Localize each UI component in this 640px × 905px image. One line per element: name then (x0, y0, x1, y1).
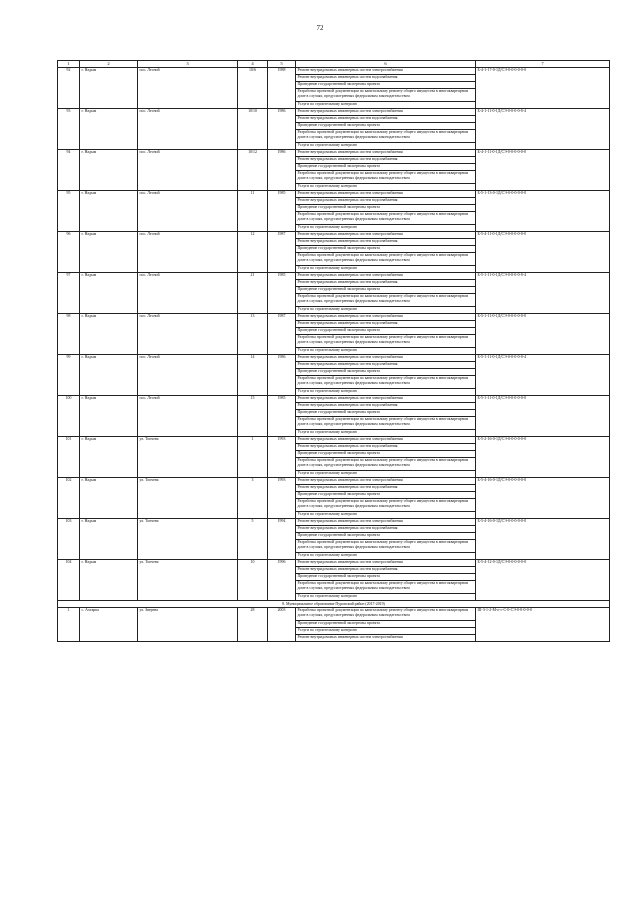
row-year: 1996 (268, 560, 296, 601)
row-work-type: Ремонт внутридомовых инженерных систем электроснабжения (296, 635, 476, 642)
row-city: г. Надым (80, 478, 138, 519)
row-house: 14 (238, 355, 268, 396)
row-year: 1985 (268, 396, 296, 437)
row-work-type: Ремонт внутридомовых инженерных систем водоснабжения (296, 567, 476, 574)
row-work-type: Проведение государственной экспертизы проекта (296, 82, 476, 89)
row-work-type: Ремонт внутридомовых инженерных систем электроснабжения (296, 314, 476, 321)
table-row (58, 191, 610, 198)
row-work-type: Ремонт внутридомовых инженерных систем водоснабжения (296, 321, 476, 328)
table-row (58, 396, 610, 403)
row-work-type: Услуги по строительному контролю (296, 348, 476, 355)
row-house: 11 (238, 191, 268, 232)
row-number: 101 (58, 437, 80, 478)
row-work-type: Разработка проектной документации по капитальному ремонту общего имущества в многоквартирном доме в случаях, предусмотренных федеральным законодательством (296, 253, 476, 266)
row-work-type: Ремонт внутридомовых инженерных систем электроснабжения (296, 150, 476, 157)
row-work-type: Услуги по строительному контролю (296, 225, 476, 232)
row-work-type: Услуги по строительному контролю (296, 389, 476, 396)
row-year: 1987 (268, 314, 296, 355)
row-city: г. Надым (80, 191, 138, 232)
row-work-type: Услуги по строительному контролю (296, 594, 476, 601)
header-row (58, 61, 610, 68)
row-work-type: Разработка проектной документации по капитальному ремонту общего имущества в многоквартирном доме в случаях, предусмотренных федеральным законодательством (296, 499, 476, 512)
table-row (58, 273, 610, 280)
row-work-type: Разработка проектной документации по капитальному ремонту общего имущества в многоквартирном доме в случаях, предусмотренных федеральным законодательством (296, 581, 476, 594)
col-header: 1 (58, 61, 80, 68)
row-work-type: Разработка проектной документации по капитальному ремонту общего имущества в многоквартирном доме в случаях, предусмотренных федеральным законодательством (296, 335, 476, 348)
row-work-type: Проведение государственной экспертизы проекта (296, 451, 476, 458)
row-street: пос. Лесной (138, 68, 238, 109)
table-row (58, 68, 610, 75)
row-city: г. Надым (80, 355, 138, 396)
row-work-type: Ремонт внутридомовых инженерных систем водоснабжения (296, 444, 476, 451)
row-year: 1985 (268, 191, 296, 232)
table-row (58, 314, 610, 321)
row-city: г. Надым (80, 437, 138, 478)
row-work-type: Разработка проектной документации по капитальному ремонту общего имущества в многоквартирном доме в случаях, предусмотренных федеральным законодательством (296, 89, 476, 102)
row-work-type: Разработка проектной документации по капитальному ремонту общего имущества в многоквартирном доме в случаях, предусмотренных федеральным законодательством (296, 540, 476, 553)
row-work-type: Проведение государственной экспертизы проекта (296, 328, 476, 335)
row-code: Б-5-4-12-0-1Д/СЭ-0-0-0-0-0-0 (476, 560, 610, 601)
row-street: пос. Лесной (138, 355, 238, 396)
row-city: г. Надым (80, 109, 138, 150)
row-house: 21 (238, 273, 268, 314)
row-street: пос. Лесной (138, 396, 238, 437)
row-work-type: Проведение государственной экспертизы проекта (296, 246, 476, 253)
row-work-type: Ремонт внутридомовых инженерных систем электроснабжения (296, 109, 476, 116)
row-house: 10/12 (238, 150, 268, 191)
row-street: пос. Лесной (138, 191, 238, 232)
row-work-type: Ремонт внутридомовых инженерных систем водоснабжения (296, 280, 476, 287)
row-work-type: Ремонт внутридомовых инженерных систем электроснабжения (296, 232, 476, 239)
row-work-type: Услуги по строительному контролю (296, 553, 476, 560)
row-number: 93 (58, 109, 80, 150)
row-work-type: Разработка проектной документации по капитальному ремонту общего имущества в многоквартирном доме в случаях, предусмотренных федеральным законодательством (296, 130, 476, 143)
row-city: г. Надым (80, 519, 138, 560)
row-code: Б-5-1-11-0-1Д/СЭ-0-0-0-0-0-0 (476, 396, 610, 437)
row-work-type: Услуги по строительному контролю (296, 471, 476, 478)
row-house: 1 (238, 437, 268, 478)
col-header: 7 (476, 61, 610, 68)
row-work-type: Услуги по строительному контролю (296, 102, 476, 109)
row-code: Б-5-1-13-0-1Д/СЭ-0-0-0-0-0-0 (476, 191, 610, 232)
row-code: Б-5-4-16-0-1Д/СЭ-0-0-0-0-0-0 (476, 519, 610, 560)
row-work-type: Проведение государственной экспертизы проекта (296, 574, 476, 581)
row-house: 3 (238, 478, 268, 519)
row-work-type: Услуги по строительному контролю (296, 307, 476, 314)
row-number: 100 (58, 396, 80, 437)
row-work-type: Проведение государственной экспертизы проекта (296, 164, 476, 171)
row-house: 28 (238, 608, 268, 642)
section-row (58, 601, 610, 608)
row-number: 98 (58, 314, 80, 355)
row-work-type: Проведение государственной экспертизы проекта (296, 621, 476, 628)
row-year: 1993 (268, 437, 296, 478)
col-header: 4 (238, 61, 268, 68)
row-work-type: Ремонт внутридомовых инженерных систем электроснабжения (296, 519, 476, 526)
row-work-type: Ремонт внутридомовых инженерных систем электроснабжения (296, 273, 476, 280)
row-street: ул. Зверева (138, 608, 238, 642)
row-work-type: Ремонт внутридомовых инженерных систем электроснабжения (296, 355, 476, 362)
row-house: 13 (238, 314, 268, 355)
row-year: 1993 (268, 478, 296, 519)
row-work-type: Разработка проектной документации по капитальному ремонту общего имущества в многоквартирном доме в случаях, предусмотренных федеральным законодательством (296, 294, 476, 307)
row-number: 1 (58, 608, 80, 642)
row-code: Б-5-1-11-0-1Д/СЭ-0-0-0-0-0-4 (476, 273, 610, 314)
row-city: г. Надым (80, 396, 138, 437)
row-year: 1986 (268, 355, 296, 396)
row-work-type: Услуги по строительному контролю (296, 628, 476, 635)
col-header: 5 (268, 61, 296, 68)
table-row (58, 437, 610, 444)
row-work-type: Ремонт внутридомовых инженерных систем электроснабжения (296, 437, 476, 444)
row-code: Б-5-4-16-0-1Д/СЭ-0-0-0-0-0-0 (476, 478, 610, 519)
register-table (57, 60, 610, 642)
page-number: 72 (316, 24, 324, 32)
row-house: 12 (238, 232, 268, 273)
row-work-type: Ремонт внутридомовых инженерных систем электроснабжения (296, 396, 476, 403)
row-city: г. Надым (80, 232, 138, 273)
row-street: ул. Топчева (138, 560, 238, 601)
row-work-type: Ремонт внутридомовых инженерных систем водоснабжения (296, 362, 476, 369)
row-house: 15 (238, 396, 268, 437)
row-work-type: Разработка проектной документации по капитальному ремонту общего имущества в многоквартирном доме в случаях, предусмотренных федеральным законодательством (296, 458, 476, 471)
row-street: пос. Лесной (138, 109, 238, 150)
row-work-type: Услуги по строительному контролю (296, 512, 476, 519)
table-row (58, 608, 610, 621)
row-city: г. Надым (80, 150, 138, 191)
row-house: 5 (238, 519, 268, 560)
row-year: 1988 (268, 68, 296, 109)
row-city: г. Надым (80, 273, 138, 314)
row-work-type: Услуги по строительному контролю (296, 143, 476, 150)
row-house: 10/6 (238, 68, 268, 109)
row-work-type: Проведение государственной экспертизы проекта (296, 287, 476, 294)
row-number: 94 (58, 150, 80, 191)
row-work-type: Разработка проектной документации по капитальному ремонту общего имущества в многоквартирном доме в случаях, предусмотренных федеральным законодательством (296, 171, 476, 184)
row-house: 10/10 (238, 109, 268, 150)
row-work-type: Разработка проектной документации по капитальному ремонту общего имущества в многоквартирном доме в случаях, предусмотренных федеральным законодательством (296, 417, 476, 430)
row-work-type: Проведение государственной экспертизы проекта (296, 205, 476, 212)
col-header: 6 (296, 61, 476, 68)
table-row (58, 232, 610, 239)
row-work-type: Ремонт внутридомовых инженерных систем водоснабжения (296, 403, 476, 410)
row-work-type: Ремонт внутридомовых инженерных систем электроснабжения (296, 478, 476, 485)
row-year: 2003 (268, 608, 296, 642)
row-year: 1987 (268, 232, 296, 273)
row-code: Ш-3-1-2-М-о-с-С-0-СЭ-0-0-0-0-0 (476, 608, 610, 642)
row-number: 96 (58, 232, 80, 273)
row-work-type: Ремонт внутридомовых инженерных систем водоснабжения (296, 198, 476, 205)
row-number: 99 (58, 355, 80, 396)
row-year: 1994 (268, 519, 296, 560)
row-number: 97 (58, 273, 80, 314)
row-work-type: Ремонт внутридомовых инженерных систем электроснабжения (296, 191, 476, 198)
section-title: 8. Муниципальное образование Пуровский район (2017-2019) (58, 601, 610, 608)
table-row (58, 519, 610, 526)
row-work-type: Проведение государственной экспертизы проекта (296, 369, 476, 376)
row-city: г. Надым (80, 560, 138, 601)
row-work-type: Услуги по строительному контролю (296, 184, 476, 191)
row-number: 95 (58, 191, 80, 232)
row-year: 1986 (268, 150, 296, 191)
row-code: Б-5-1-11-0-1Д/СЭ-0-0-0-0-0-4 (476, 355, 610, 396)
row-year: 1986 (268, 109, 296, 150)
row-street: пос. Лесной (138, 150, 238, 191)
row-work-type: Ремонт внутридомовых инженерных систем водоснабжения (296, 75, 476, 82)
row-work-type: Ремонт внутридомовых инженерных систем водоснабжения (296, 239, 476, 246)
row-city: с. Ахтарка (80, 608, 138, 642)
row-street: пос. Лесной (138, 314, 238, 355)
row-street: пос. Лесной (138, 232, 238, 273)
row-work-type: Проведение государственной экспертизы проекта (296, 533, 476, 540)
row-work-type: Ремонт внутридомовых инженерных систем водоснабжения (296, 157, 476, 164)
row-work-type: Проведение государственной экспертизы проекта (296, 123, 476, 130)
col-header: 2 (80, 61, 138, 68)
col-header: 3 (138, 61, 238, 68)
row-code: Б-4-1-11-0-1Д/СЭ-0-0-0-0-0-0 (476, 150, 610, 191)
row-street: ул. Топчева (138, 519, 238, 560)
row-street: ул. Топчева (138, 437, 238, 478)
table-row (58, 478, 610, 485)
row-street: ул. Топчева (138, 478, 238, 519)
row-work-type: Ремонт внутридомовых инженерных систем электроснабжения (296, 560, 476, 567)
table-row (58, 560, 610, 567)
row-number: 103 (58, 519, 80, 560)
row-code: Б-5-1-11-0-1Д/СЭ-0-0-0-0-0-0 (476, 314, 610, 355)
row-work-type: Проведение государственной экспертизы проекта (296, 492, 476, 499)
row-number: 104 (58, 560, 80, 601)
row-work-type: Проведение государственной экспертизы проекта (296, 410, 476, 417)
row-street: пос. Лесной (138, 273, 238, 314)
row-year: 1985 (268, 273, 296, 314)
row-work-type: Услуги по строительному контролю (296, 430, 476, 437)
row-number: 102 (58, 478, 80, 519)
row-house: 10 (238, 560, 268, 601)
row-city: г. Надым (80, 68, 138, 109)
row-code: Б-5-4-11-0-1Д/СЭ-0-0-0-0-0-0 (476, 232, 610, 273)
row-number: 92 (58, 68, 80, 109)
table-row (58, 355, 610, 362)
row-code: Б-4-1-11-0-1Д/СЭ-0-0-0-0-0-4 (476, 109, 610, 150)
row-work-type: Ремонт внутридомовых инженерных систем водоснабжения (296, 526, 476, 533)
row-work-type: Разработка проектной документации по капитальному ремонту общего имущества в многоквартирном доме в случаях, предусмотренных федеральным законодательством (296, 608, 476, 621)
row-work-type: Ремонт внутридомовых инженерных систем электроснабжения (296, 68, 476, 75)
table-row (58, 150, 610, 157)
table-row (58, 109, 610, 116)
row-code: Б-4-1-17-0-1Д/СЭ-0-0-0-0-0-0 (476, 68, 610, 109)
row-work-type: Услуги по строительному контролю (296, 266, 476, 273)
row-work-type: Разработка проектной документации по капитальному ремонту общего имущества в многоквартирном доме в случаях, предусмотренных федеральным законодательством (296, 376, 476, 389)
row-work-type: Ремонт внутридомовых инженерных систем водоснабжения (296, 116, 476, 123)
row-code: Б-5-2-16-0-1Д/СЭ-0-0-0-0-0-0 (476, 437, 610, 478)
row-work-type: Ремонт внутридомовых инженерных систем водоснабжения (296, 485, 476, 492)
row-city: г. Надым (80, 314, 138, 355)
row-work-type: Разработка проектной документации по капитальному ремонту общего имущества в многоквартирном доме в случаях, предусмотренных федеральным законодательством (296, 212, 476, 225)
